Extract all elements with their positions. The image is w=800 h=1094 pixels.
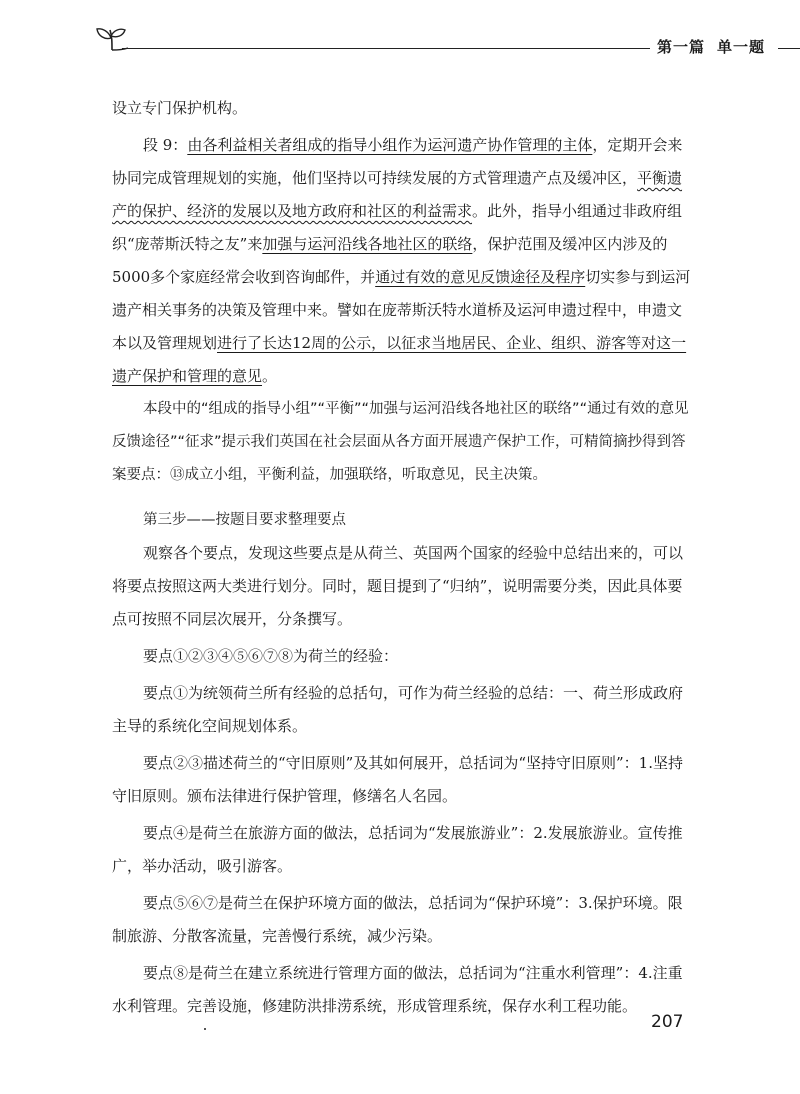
header-section: 第一篇 xyxy=(657,38,706,56)
text-run: 切实参与到运河遗产相关事务的决策及管理中来。譬如在庞蒂斯沃特水道桥及运河申遗过程中，申遗文本以及管理规划 xyxy=(112,268,691,352)
header-title xyxy=(657,36,765,60)
page-body xyxy=(112,92,692,1023)
paragraph-point-5-7: 要点⑤⑥⑦是荷兰在保护环境方面的做法，总括词为“保护环境”：3.保护环境。限制旅游、分散客流量，完善慢行系统，减少污染。 xyxy=(112,894,683,945)
paragraph-observe: 观察各个要点，发现这些要点是从荷兰、英国两个国家的经验中总结出来的，可以将要点按照这两大类进行划分。同时，题目提到了“归纳”，说明需要分类，因此具体要点可按照不同层次展开，分条撰写。 xyxy=(112,544,684,628)
paragraph-point-2-3: 要点②③描述荷兰的“守旧原则”及其如何展开，总括词为“坚持守旧原则”：1.坚持守旧原则。颁布法律进行保护管理，修缮名人名园。 xyxy=(112,754,683,805)
highlight-guide-group: 由各利益相关者组成的指导小组作为运河遗产协作管理的主体 xyxy=(187,136,593,154)
paragraph-point-8: 要点⑧是荷兰在建立系统进行管理方面的做法，总括词为“注重水利管理”：4.注重水利管理。完善设施，修建防洪排涝系统，形成管理系统，保存水利工程功能。 xyxy=(112,964,683,1015)
header-rule-right xyxy=(778,48,800,49)
text-run: 。此外，指导小组通过非政府组织“庞蒂斯沃特之友”来 xyxy=(112,202,683,253)
paragraph-label: 段 9： xyxy=(143,136,188,154)
text-run: ，保护范围及缓冲区内涉及的5000多个家庭经常会收到咨询邮件，并 xyxy=(112,235,668,286)
sprout-icon xyxy=(92,24,130,54)
paragraph-netherlands-points: 要点①②③④⑤⑥⑦⑧为荷兰的经验： xyxy=(143,647,399,665)
highlight-feedback: 通过有效的意见反馈途径及程序 xyxy=(375,268,586,286)
paragraph-point-4: 要点④是荷兰在旅游方面的做法，总括词为“发展旅游业”：2.发展旅游业。宣传推广，举办活动，吸引游客。 xyxy=(112,824,683,875)
paragraph-0: 设立专门保护机构。 xyxy=(112,99,248,117)
highlight-liaison: 加强与运河沿线各地社区的联络 xyxy=(262,235,473,253)
paragraph-point-1: 要点①为统领荷兰所有经验的总括句，可作为荷兰经验的总结：一、荷兰形成政府主导的系统化空间规划体系。 xyxy=(112,684,684,735)
page-number: 207 xyxy=(651,1012,684,1032)
header-rule-left xyxy=(122,48,650,49)
speck xyxy=(204,1028,206,1030)
highlight-balance: 平衡遗产的保护、经济的发展以及地方政府和社区的利益需求 xyxy=(112,169,683,220)
highlight-consultation: 进行了长达12周的公示，以征求当地居民、企业、组织、游客等对这一遗产保护和管理的意见 xyxy=(112,334,687,385)
paragraph-duan-9 xyxy=(112,129,692,393)
paragraph-analysis: 本段中的“组成的指导小组”“平衡”“加强与运河沿线各地社区的联络”“通过有效的意见反馈途径”“征求”提示我们英国在社会层面从各方面开展遗产保护工作，可精简摘抄得到答案要点：⑬成立小组，平衡利益，加强联络，听取意见，民主决策。 xyxy=(112,401,689,483)
text-run: ，定期开会来协同完成管理规划的实施，他们坚持以可持续发展的方式管理遗产点及缓冲区， xyxy=(112,136,683,187)
running-header xyxy=(92,24,777,64)
step-heading: 第三步——按题目要求整理要点 xyxy=(143,512,346,528)
text-run: 。 xyxy=(262,367,278,385)
header-chapter: 单一题 xyxy=(717,38,766,56)
